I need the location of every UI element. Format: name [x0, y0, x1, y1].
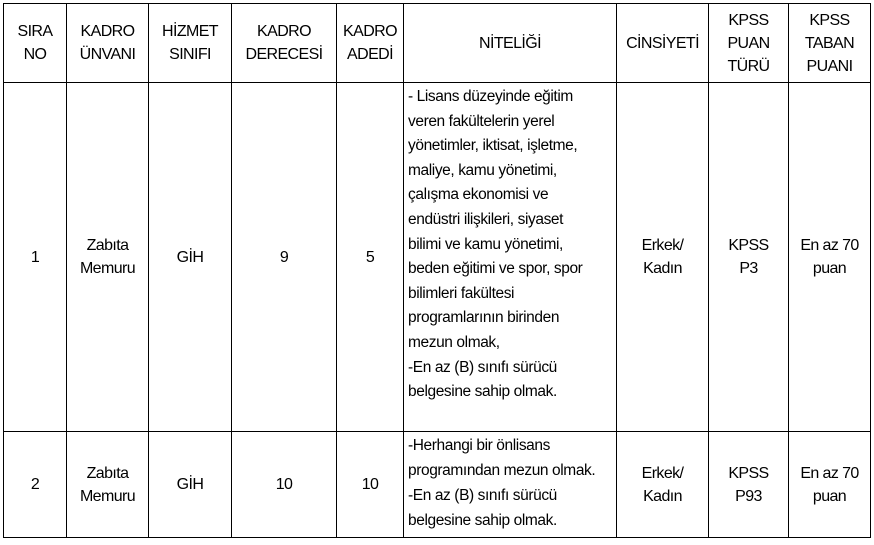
cell-kadro-derecesi: 10	[232, 432, 337, 538]
cell-kadro-adedi: 5	[337, 83, 404, 432]
header-kadro-unvani: KADRO ÜNVANI	[67, 4, 149, 83]
cell-sira-no: 1	[4, 83, 67, 432]
cell-hizmet-sinifi: GİH	[149, 83, 232, 432]
cell-hizmet-sinifi: GİH	[149, 432, 232, 538]
header-cinsiyeti: CİNSİYETİ	[617, 4, 709, 83]
cell-cinsiyeti: Erkek/ Kadın	[617, 83, 709, 432]
cell-kadro-derecesi: 9	[232, 83, 337, 432]
header-kadro-adedi: KADRO ADEDİ	[337, 4, 404, 83]
cell-kpss-taban-puani: En az 70 puan	[789, 83, 871, 432]
cell-kpss-puan-turu: KPSS P3	[709, 83, 789, 432]
header-hizmet-sinifi: HİZMET SINIFI	[149, 4, 232, 83]
cell-kadro-unvani: Zabıta Memuru	[67, 83, 149, 432]
header-row	[4, 4, 871, 83]
cell-niteligi: - Lisans düzeyinde eğitim veren fakültelerin yerel yönetimler, iktisat, işletme, maliye, kamu yönetimi, çalışma ekonomisi ve endüstri ilişkileri, siyaset bilimi ve kamu yönetimi, beden eğitimi ve spor, spor bilimleri fakültesi programlarının birinden mezun olmak, -En az (B) sınıfı sürücü belgesine sahip olmak.	[404, 83, 617, 432]
cell-kpss-puan-turu: KPSS P93	[709, 432, 789, 538]
header-kpss-taban-puani: KPSS TABAN PUANI	[789, 4, 871, 83]
header-sira-no: SIRA NO	[4, 4, 67, 83]
kadro-table	[3, 3, 871, 538]
table-row	[4, 432, 871, 538]
cell-niteligi: -Herhangi bir önlisans programından mezun olmak. -En az (B) sınıfı sürücü belgesine sahip olmak.	[404, 432, 617, 538]
cell-kpss-taban-puani: En az 70 puan	[789, 432, 871, 538]
cell-sira-no: 2	[4, 432, 67, 538]
cell-kadro-unvani: Zabıta Memuru	[67, 432, 149, 538]
header-niteligi: NİTELİĞİ	[404, 4, 617, 83]
table-row	[4, 83, 871, 432]
cell-cinsiyeti: Erkek/ Kadın	[617, 432, 709, 538]
cell-kadro-adedi: 10	[337, 432, 404, 538]
header-kpss-puan-turu: KPSS PUAN TÜRÜ	[709, 4, 789, 83]
header-kadro-derecesi: KADRO DERECESİ	[232, 4, 337, 83]
